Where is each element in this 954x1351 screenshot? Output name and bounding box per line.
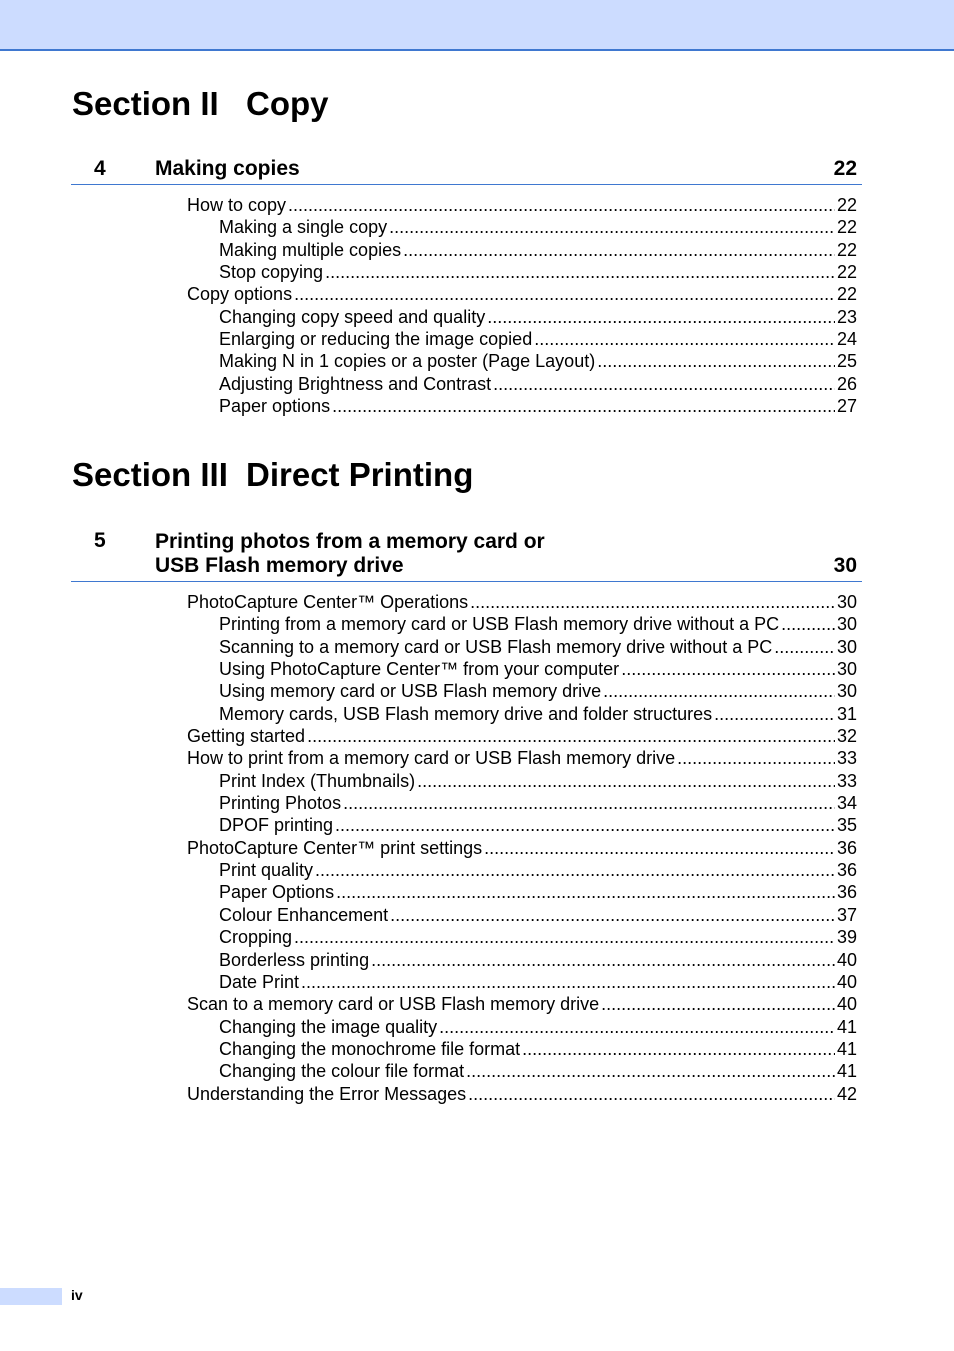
toc-entry-title: Changing the colour file format bbox=[219, 1061, 465, 1082]
toc-entry-title: Using memory card or USB Flash memory drive bbox=[219, 681, 602, 702]
toc-entry-title: Printing Photos bbox=[219, 793, 342, 814]
toc-entry-title: Making N in 1 copies or a poster (Page Layout) bbox=[219, 351, 596, 372]
toc-entry-title: Changing the image quality bbox=[219, 1016, 438, 1037]
toc-entry[interactable] bbox=[187, 859, 857, 881]
toc-entry-page: 30 bbox=[836, 636, 857, 657]
section-label: Section III bbox=[72, 456, 228, 493]
toc-entry[interactable] bbox=[187, 216, 857, 238]
toc-entry[interactable] bbox=[187, 658, 857, 680]
toc-entry[interactable] bbox=[187, 283, 857, 305]
toc-entry-title: DPOF printing bbox=[219, 815, 334, 836]
toc-entry-page: 30 bbox=[836, 681, 857, 702]
toc-entry-title: How to print from a memory card or USB Flash memory drive bbox=[187, 748, 676, 769]
section-label: Section II bbox=[72, 85, 219, 122]
chapter-title-line: Making copies bbox=[155, 157, 300, 180]
toc-dot-leader bbox=[390, 904, 835, 926]
toc-entry-title: Using PhotoCapture Center™ from your computer bbox=[219, 659, 620, 680]
toc-entry-title: Making multiple copies bbox=[219, 239, 402, 260]
toc-entry-page: 26 bbox=[836, 373, 857, 394]
section-title: Direct Printing bbox=[246, 456, 474, 493]
toc-entry-title: Enlarging or reducing the image copied bbox=[219, 329, 533, 350]
toc-dot-leader bbox=[470, 591, 835, 613]
toc-entry-page: 36 bbox=[836, 837, 857, 858]
section-heading-copy bbox=[72, 84, 329, 124]
toc-entry[interactable] bbox=[187, 904, 857, 926]
toc-list-copy bbox=[187, 194, 857, 417]
toc-entry[interactable] bbox=[187, 881, 857, 903]
toc-entry-page: 40 bbox=[836, 971, 857, 992]
chapter-heading-4 bbox=[71, 150, 862, 185]
section-heading-direct-printing bbox=[72, 455, 473, 495]
toc-entry-page: 40 bbox=[836, 949, 857, 970]
toc-dot-leader bbox=[522, 1038, 835, 1060]
toc-entry-page: 41 bbox=[836, 1061, 857, 1082]
toc-dot-leader bbox=[288, 194, 835, 216]
toc-entry[interactable] bbox=[187, 747, 857, 769]
toc-entry-page: 24 bbox=[836, 329, 857, 350]
toc-dot-leader bbox=[301, 971, 835, 993]
toc-entry-page: 23 bbox=[836, 306, 857, 327]
toc-entry-page: 30 bbox=[836, 659, 857, 680]
toc-entry-page: 41 bbox=[836, 1038, 857, 1059]
toc-dot-leader bbox=[389, 216, 835, 238]
chapter-number: 5 bbox=[94, 529, 106, 552]
toc-entry[interactable] bbox=[187, 1083, 857, 1105]
toc-entry-title: Paper options bbox=[219, 396, 331, 417]
toc-entry[interactable] bbox=[187, 1038, 857, 1060]
toc-entry-title: Stop copying bbox=[219, 262, 324, 283]
toc-dot-leader bbox=[371, 949, 835, 971]
toc-dot-leader bbox=[466, 1060, 835, 1082]
toc-entry-page: 37 bbox=[836, 904, 857, 925]
toc-dot-leader bbox=[677, 747, 835, 769]
chapter-heading-5 bbox=[71, 522, 862, 582]
toc-dot-leader bbox=[294, 926, 835, 948]
toc-entry[interactable] bbox=[187, 725, 857, 747]
toc-entry-title: Printing from a memory card or USB Flash memory drive without a PC bbox=[219, 614, 780, 635]
toc-dot-leader bbox=[336, 881, 835, 903]
toc-entry-page: 22 bbox=[836, 239, 857, 260]
toc-dot-leader bbox=[601, 993, 835, 1015]
toc-entry[interactable] bbox=[187, 373, 857, 395]
toc-entry-page: 22 bbox=[836, 195, 857, 215]
toc-dot-leader bbox=[603, 680, 835, 702]
toc-entry[interactable] bbox=[187, 239, 857, 261]
toc-entry-title: Colour Enhancement bbox=[219, 904, 389, 925]
toc-dot-leader bbox=[403, 239, 835, 261]
chapter-title-line: USB Flash memory drive bbox=[155, 554, 404, 577]
toc-entry[interactable] bbox=[187, 680, 857, 702]
toc-dot-leader bbox=[484, 837, 835, 859]
toc-entry-page: 30 bbox=[836, 592, 857, 612]
toc-entry-page: 41 bbox=[836, 1016, 857, 1037]
toc-entry-page: 36 bbox=[836, 860, 857, 881]
toc-dot-leader bbox=[714, 703, 835, 725]
toc-entry-page: 39 bbox=[836, 927, 857, 948]
toc-dot-leader bbox=[417, 770, 835, 792]
toc-entry-page: 22 bbox=[836, 217, 857, 238]
toc-dot-leader bbox=[325, 261, 835, 283]
chapter-number: 4 bbox=[94, 157, 106, 180]
toc-entry-title: Adjusting Brightness and Contrast bbox=[219, 373, 492, 394]
toc-entry-page: 32 bbox=[836, 726, 857, 747]
toc-entry[interactable] bbox=[187, 591, 857, 613]
chapter-page: 22 bbox=[833, 157, 857, 180]
chapter-title-line: Printing photos from a memory card or bbox=[155, 530, 545, 553]
toc-dot-leader bbox=[315, 859, 835, 881]
toc-entry-title: Getting started bbox=[187, 726, 306, 747]
toc-dot-leader bbox=[294, 283, 835, 305]
toc-entry-page: 36 bbox=[836, 882, 857, 903]
toc-dot-leader bbox=[332, 395, 835, 417]
toc-dot-leader bbox=[597, 350, 835, 372]
toc-entry[interactable] bbox=[187, 350, 857, 372]
toc-entry[interactable] bbox=[187, 837, 857, 859]
toc-entry-title: PhotoCapture Center™ print settings bbox=[187, 837, 483, 858]
toc-entry-title: Print quality bbox=[219, 860, 314, 881]
toc-entry[interactable] bbox=[187, 636, 857, 658]
header-band bbox=[0, 0, 954, 51]
page-number: iv bbox=[71, 1287, 83, 1303]
toc-entry[interactable] bbox=[187, 261, 857, 283]
toc-entry[interactable] bbox=[187, 306, 857, 328]
toc-entry[interactable] bbox=[187, 1060, 857, 1082]
toc-entry-title: Making a single copy bbox=[219, 217, 388, 238]
toc-dot-leader bbox=[774, 636, 835, 658]
toc-entry[interactable] bbox=[187, 971, 857, 993]
toc-entry-page: 40 bbox=[836, 994, 857, 1015]
toc-list-direct-printing bbox=[187, 591, 857, 1105]
toc-entry-page: 33 bbox=[836, 770, 857, 791]
toc-entry[interactable] bbox=[187, 1016, 857, 1038]
toc-entry[interactable] bbox=[187, 395, 857, 417]
toc-entry-title: Print Index (Thumbnails) bbox=[219, 770, 416, 791]
chapter-title bbox=[155, 157, 300, 181]
toc-dot-leader bbox=[468, 1083, 835, 1105]
toc-dot-leader bbox=[781, 613, 835, 635]
toc-entry-title: Copy options bbox=[187, 284, 293, 305]
toc-entry[interactable] bbox=[187, 703, 857, 725]
toc-dot-leader bbox=[307, 725, 835, 747]
toc-entry[interactable] bbox=[187, 770, 857, 792]
toc-entry-title: Borderless printing bbox=[219, 949, 370, 970]
toc-entry-page: 30 bbox=[836, 614, 857, 635]
footer-band bbox=[0, 1288, 62, 1305]
toc-entry-title: Cropping bbox=[219, 927, 293, 948]
toc-dot-leader bbox=[534, 328, 835, 350]
toc-dot-leader bbox=[621, 658, 835, 680]
toc-dot-leader bbox=[335, 814, 835, 836]
toc-entry[interactable] bbox=[187, 814, 857, 836]
toc-entry[interactable] bbox=[187, 613, 857, 635]
toc-dot-leader bbox=[439, 1016, 835, 1038]
section-title: Copy bbox=[246, 85, 329, 122]
toc-entry[interactable] bbox=[187, 993, 857, 1015]
chapter-page: 30 bbox=[833, 554, 857, 577]
toc-entry[interactable] bbox=[187, 194, 857, 216]
toc-entry-title: Changing copy speed and quality bbox=[219, 306, 486, 327]
toc-entry-page: 22 bbox=[836, 284, 857, 305]
toc-entry-title: Scanning to a memory card or USB Flash memory drive without a PC bbox=[219, 636, 773, 657]
toc-entry-page: 33 bbox=[836, 748, 857, 769]
toc-entry-title: Understanding the Error Messages bbox=[187, 1083, 467, 1104]
toc-entry-page: 22 bbox=[836, 262, 857, 283]
toc-entry-page: 35 bbox=[836, 815, 857, 836]
toc-entry-page: 34 bbox=[836, 793, 857, 814]
chapter-title bbox=[155, 530, 545, 578]
toc-entry-title: Memory cards, USB Flash memory drive and folder structures bbox=[219, 703, 713, 724]
toc-entry-page: 31 bbox=[836, 703, 857, 724]
toc-entry[interactable] bbox=[187, 328, 857, 350]
toc-entry-title: Date Print bbox=[219, 971, 300, 992]
toc-dot-leader bbox=[493, 373, 835, 395]
toc-entry-title: PhotoCapture Center™ Operations bbox=[187, 592, 469, 612]
toc-entry-title: Paper Options bbox=[219, 882, 335, 903]
toc-entry-title: How to copy bbox=[187, 195, 287, 215]
toc-entry-page: 27 bbox=[836, 396, 857, 417]
toc-entry-page: 42 bbox=[836, 1083, 857, 1104]
toc-entry[interactable] bbox=[187, 949, 857, 971]
toc-entry-title: Scan to a memory card or USB Flash memory drive bbox=[187, 994, 600, 1015]
toc-entry-page: 25 bbox=[836, 351, 857, 372]
toc-entry[interactable] bbox=[187, 792, 857, 814]
toc-dot-leader bbox=[487, 306, 835, 328]
toc-dot-leader bbox=[343, 792, 835, 814]
toc-entry-title: Changing the monochrome file format bbox=[219, 1038, 521, 1059]
toc-entry[interactable] bbox=[187, 926, 857, 948]
